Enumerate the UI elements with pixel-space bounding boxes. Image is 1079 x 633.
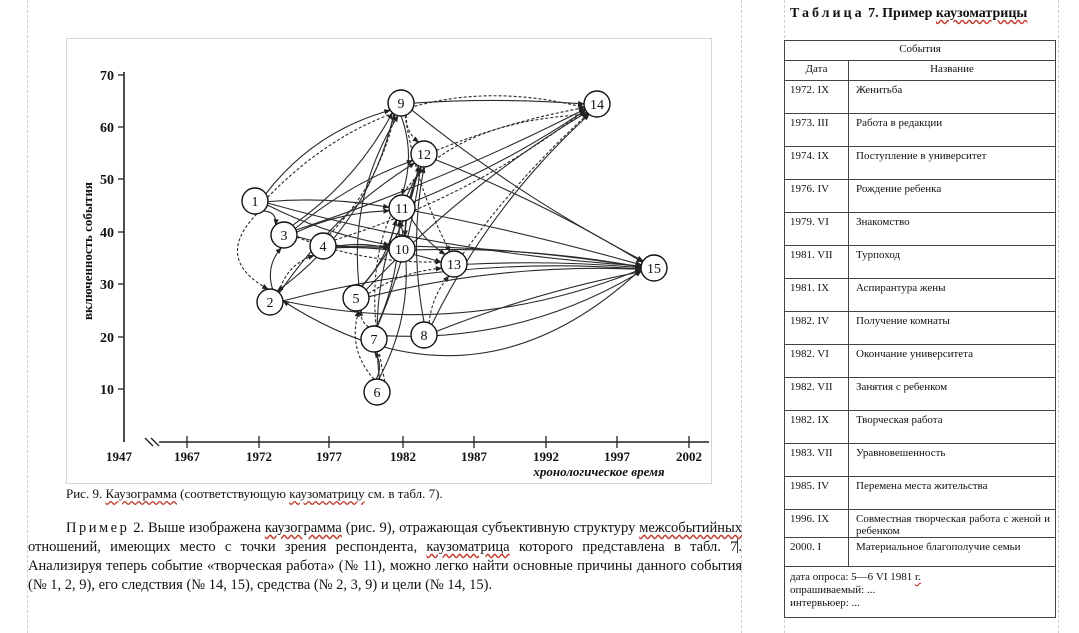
event-node-label: 11: [395, 202, 409, 217]
caption-suffix: см. в табл. 7).: [364, 486, 443, 501]
event-date: 1996. IX: [785, 510, 849, 538]
causal-link: [412, 110, 643, 261]
causal-link: [329, 114, 395, 234]
table-footer: [785, 567, 1056, 618]
event-date: 1981. IX: [785, 279, 849, 312]
respondent-line: опрашиваемый: ...: [790, 584, 876, 596]
y-tick-label: 30: [100, 278, 114, 293]
event-name: Совместная творческая работа с женой и ребенком: [849, 510, 1056, 538]
event-date: 1983. VII: [785, 444, 849, 477]
survey-date-text: дата опроса: 5—6 VI 1981: [790, 571, 915, 583]
caption-word-causogram: Каузограмма: [105, 486, 177, 501]
y-tick-label: 50: [100, 173, 114, 188]
event-name: Окончание университета: [849, 345, 1056, 378]
causal-link: [266, 110, 390, 194]
causal-link: [368, 268, 441, 293]
x-tick-label: 1977: [316, 449, 342, 464]
event-name: Получение комнаты: [849, 312, 1056, 345]
causal-link: [296, 109, 585, 230]
paragraph-text: 2. Выше изображена: [129, 520, 265, 536]
event-date: 1985. IV: [785, 477, 849, 510]
body-paragraph: [28, 519, 742, 595]
table-row: [785, 312, 1056, 345]
causal-link: [413, 110, 585, 202]
event-date: 1976. IV: [785, 180, 849, 213]
x-tick-label: 1947: [106, 449, 132, 464]
event-date: 1974. IX: [785, 147, 849, 180]
name-column-header: Название: [849, 61, 1056, 81]
event-name: Рождение ребенка: [849, 180, 1056, 213]
event-name: Женитьба: [849, 81, 1056, 114]
paragraph-text: . Анализируя теперь событие «творческая работа» (№ 11), можно легко найти основные причины данного события (№ 1, 2, 9), его следствия (№ 14, 15), средства (№ 2, 3, 9) и цели (№ 14, 15).: [28, 539, 743, 593]
table-title-word: каузоматрицы: [935, 6, 1028, 21]
event-name: Уравновешенность: [849, 444, 1056, 477]
event-node-label: 5: [352, 292, 360, 307]
event-node-label: 9: [397, 97, 405, 112]
event-name: Перемена места жительства: [849, 477, 1056, 510]
causal-link: [369, 268, 641, 296]
x-tick-label: 2002: [676, 449, 702, 464]
table-row: [785, 114, 1056, 147]
x-tick-label: 1997: [604, 449, 630, 464]
table-row: [785, 477, 1056, 510]
y-axis-label: включенность события: [80, 182, 95, 320]
table-row: [785, 345, 1056, 378]
y-tick-label: 40: [100, 226, 114, 241]
x-tick-label: 1987: [461, 449, 487, 464]
event-node-label: 1: [251, 195, 259, 210]
figure-caption: [66, 486, 443, 502]
table-title: [790, 6, 1027, 22]
causal-link: [406, 115, 418, 142]
event-date: 1982. IV: [785, 312, 849, 345]
event-name: Поступление в университет: [849, 147, 1056, 180]
survey-date: [790, 571, 1051, 584]
event-name: Работа в редакции: [849, 114, 1056, 147]
event-node-label: 2: [266, 296, 274, 311]
x-tick-label: 1967: [174, 449, 200, 464]
event-name: Материальное благополучие семьи: [849, 538, 1056, 567]
y-tick-label: 20: [100, 331, 114, 346]
date-column-header: Дата: [785, 61, 849, 81]
paragraph-text: (рис. 9), отражающая субъективную структуру: [341, 520, 640, 536]
event-date: 1972. IX: [785, 81, 849, 114]
paragraph-word: каузограмма: [264, 520, 342, 536]
event-node-label: 13: [447, 258, 461, 273]
paragraph-word: каузоматрица: [426, 539, 510, 555]
events-group-header: События: [785, 41, 1056, 61]
table-row: [785, 213, 1056, 246]
event-date: 1982. VII: [785, 378, 849, 411]
paragraph-text: отношений, имеющих место с точки зрения респондента,: [28, 539, 427, 555]
caption-prefix: Рис. 9.: [66, 486, 106, 501]
table-row: [785, 411, 1056, 444]
caption-word-causomatrix: каузоматрицу: [289, 486, 365, 501]
event-node-label: 6: [373, 386, 381, 401]
causal-link: [436, 108, 584, 151]
event-node-label: 10: [395, 243, 409, 258]
causal-link: [293, 113, 393, 226]
event-node-label: 3: [280, 229, 288, 244]
causal-link: [283, 269, 641, 315]
guide-line: [1058, 0, 1060, 633]
event-node-label: 12: [417, 148, 431, 163]
table-row: [785, 246, 1056, 279]
event-name: Знакомство: [849, 213, 1056, 246]
event-node-label: 4: [319, 240, 327, 255]
y-tick-label: 10: [100, 383, 114, 398]
x-tick-label: 1972: [246, 449, 272, 464]
causal-link: [279, 255, 314, 292]
causogram-figure: [67, 39, 711, 483]
table-row: [785, 180, 1056, 213]
table-row: [785, 147, 1056, 180]
table-row: [785, 510, 1056, 538]
y-tick-label: 60: [100, 121, 114, 136]
paragraph-lead: Пример: [66, 520, 130, 536]
table-row: [785, 378, 1056, 411]
event-node-label: 15: [647, 262, 661, 277]
event-node-label: 8: [420, 329, 428, 344]
table-row: [785, 538, 1056, 567]
event-date: 1979. VI: [785, 213, 849, 246]
table-title-label: Таблица: [790, 6, 865, 21]
event-date: 1973. III: [785, 114, 849, 147]
causal-link: [237, 214, 268, 289]
event-name: Аспирантура жены: [849, 279, 1056, 312]
figure-frame: [66, 38, 712, 484]
paragraph-word: межсобытийных: [639, 520, 742, 536]
causal-link: [263, 211, 275, 225]
table-row: [785, 279, 1056, 312]
paragraph-text: которого представлена в табл. 7: [509, 539, 738, 555]
event-date: 1982. VI: [785, 345, 849, 378]
caption-mid: (соответствующую: [176, 486, 290, 501]
table-row: [785, 81, 1056, 114]
interviewer-line: интервьюер: ...: [790, 597, 860, 609]
causal-link: [270, 248, 281, 290]
x-axis-label: хронологическое время: [533, 464, 665, 479]
table-row: [785, 444, 1056, 477]
event-name: Творческая работа: [849, 411, 1056, 444]
event-date: 1981. VII: [785, 246, 849, 279]
y-tick-label: 70: [100, 69, 114, 84]
event-node-label: 14: [590, 98, 604, 113]
event-name: Занятия с ребенком: [849, 378, 1056, 411]
event-date: 1982. IX: [785, 411, 849, 444]
event-name: Турпоход: [849, 246, 1056, 279]
x-tick-label: 1992: [533, 449, 559, 464]
causomatrix-table: [784, 40, 1056, 618]
table-title-text: 7. Пример: [864, 6, 936, 21]
x-tick-label: 1982: [390, 449, 416, 464]
event-node-label: 7: [370, 333, 378, 348]
survey-date-suffix: г.: [915, 571, 922, 583]
event-date: 2000. I: [785, 538, 849, 567]
